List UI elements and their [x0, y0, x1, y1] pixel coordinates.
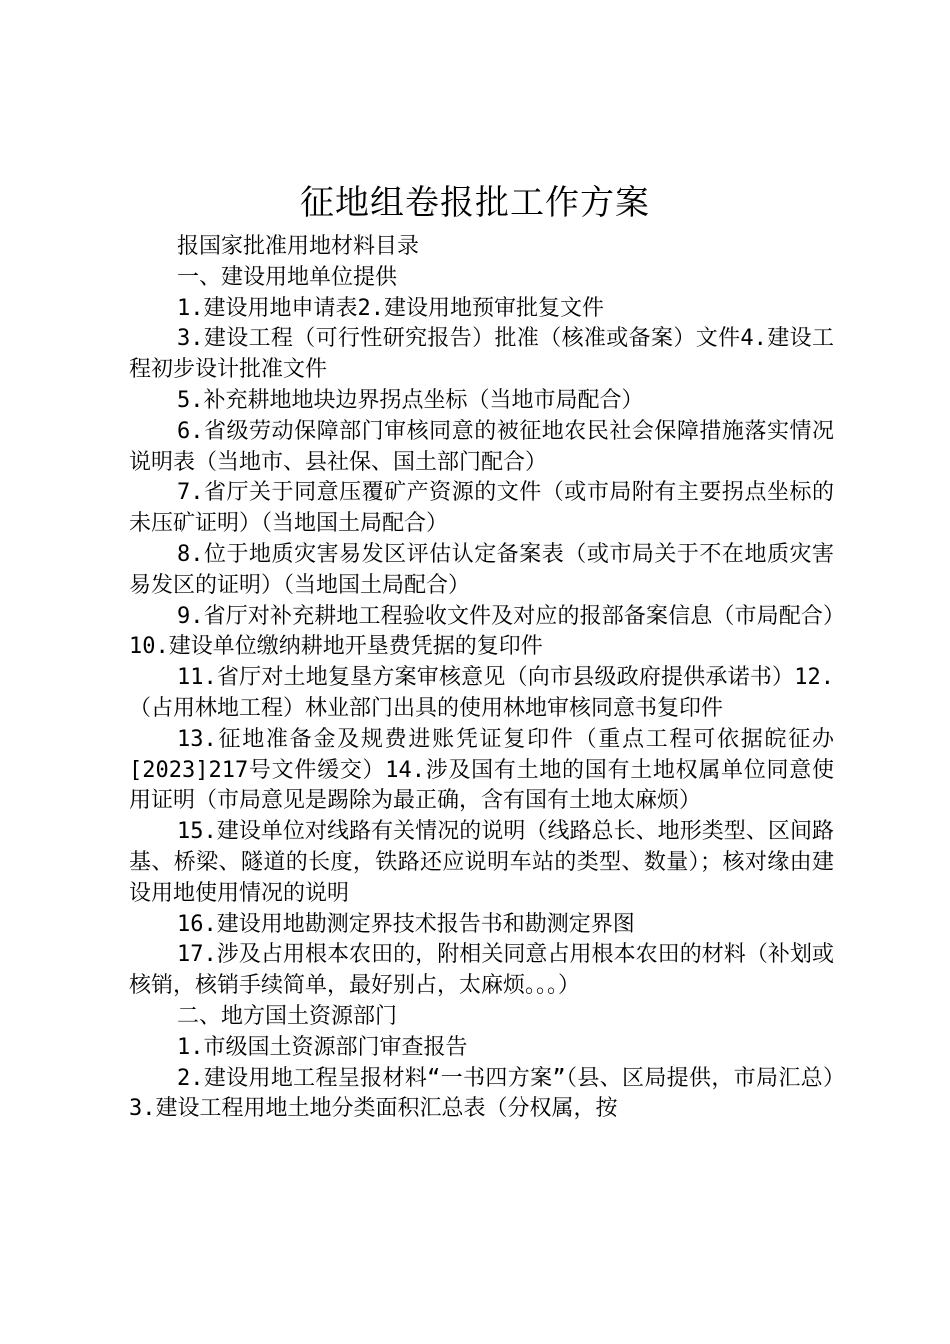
paragraph-item-8: 8.位于地质灾害易发区评估认定备案表（或市局关于不在地质灾害易发区的证明）（当地国土局配合） — [129, 541, 834, 598]
paragraph-item-9-10: 9.省厅对补充耕地工程验收文件及对应的报部备案信息（市局配合）10.建设单位缴纳耕地开垦费凭据的复印件 — [129, 603, 834, 660]
paragraph-item-s2-2-3: 2.建设用地工程呈报材料“一书四方案”（县、区局提供，市局汇总）3.建设工程用地土地分类面积汇总表（分权属，按 — [129, 1065, 834, 1122]
paragraph-item-15: 15.建设单位对线路有关情况的说明（线路总长、地形类型、区间路基、桥梁、隧道的长度，铁路还应说明车站的类型、数量）；核对缘由建设用地使用情况的说明 — [129, 819, 834, 906]
paragraph-section-2: 二、地方国土资源部门 — [177, 1003, 398, 1029]
paragraph-section-1: 一、建设用地单位提供 — [177, 264, 398, 290]
paragraph-item-1-2: 1.建设用地申请表2.建设用地预审批复文件 — [177, 295, 604, 321]
document-title: 征地组卷报批工作方案 — [300, 183, 650, 223]
paragraph-heading-catalog: 报国家批准用地材料目录 — [177, 234, 420, 259]
paragraph-item-5: 5.补充耕地地块边界拐点坐标（当地市局配合） — [177, 387, 644, 413]
document-body — [129, 232, 834, 1125]
paragraph-item-16: 16.建设用地勘测定界技术报告书和勘测定界图 — [177, 911, 635, 937]
paragraph-item-6: 6.省级劳动保障部门审核同意的被征地农民社会保障措施落实情况说明表（当地市、县社保、国土部门配合） — [129, 418, 834, 475]
paragraph-item-7: 7.省厅关于同意压覆矿产资源的文件（或市局附有主要拐点坐标的未压矿证明）（当地国土局配合） — [129, 480, 834, 537]
paragraph-item-13-14: 13.征地准备金及规费进账凭证复印件（重点工程可依据皖征办[2023]217号文件缓交）14.涉及国有土地的国有土地权属单位同意使用证明（市局意见是踢除为最正确，含有国有土地太麻烦） — [129, 726, 834, 814]
paragraph-item-3-4: 3.建设工程（可行性研究报告）批准（核准或备案）文件4.建设工程初步设计批准文件 — [129, 326, 834, 383]
paragraph-item-11-12: 11.省厅对土地复垦方案审核意见（向市县级政府提供承诺书）12.（占用林地工程）林业部门出具的使用林地审核同意书复印件 — [129, 665, 834, 721]
paragraph-item-s2-1: 1.市级国土资源部门审查报告 — [177, 1034, 468, 1060]
paragraph-item-17: 17.涉及占用根本农田的，附相关同意占用根本农田的材料（补划或核销，核销手续简单，最好别占，太麻烦。。。） — [129, 942, 834, 999]
